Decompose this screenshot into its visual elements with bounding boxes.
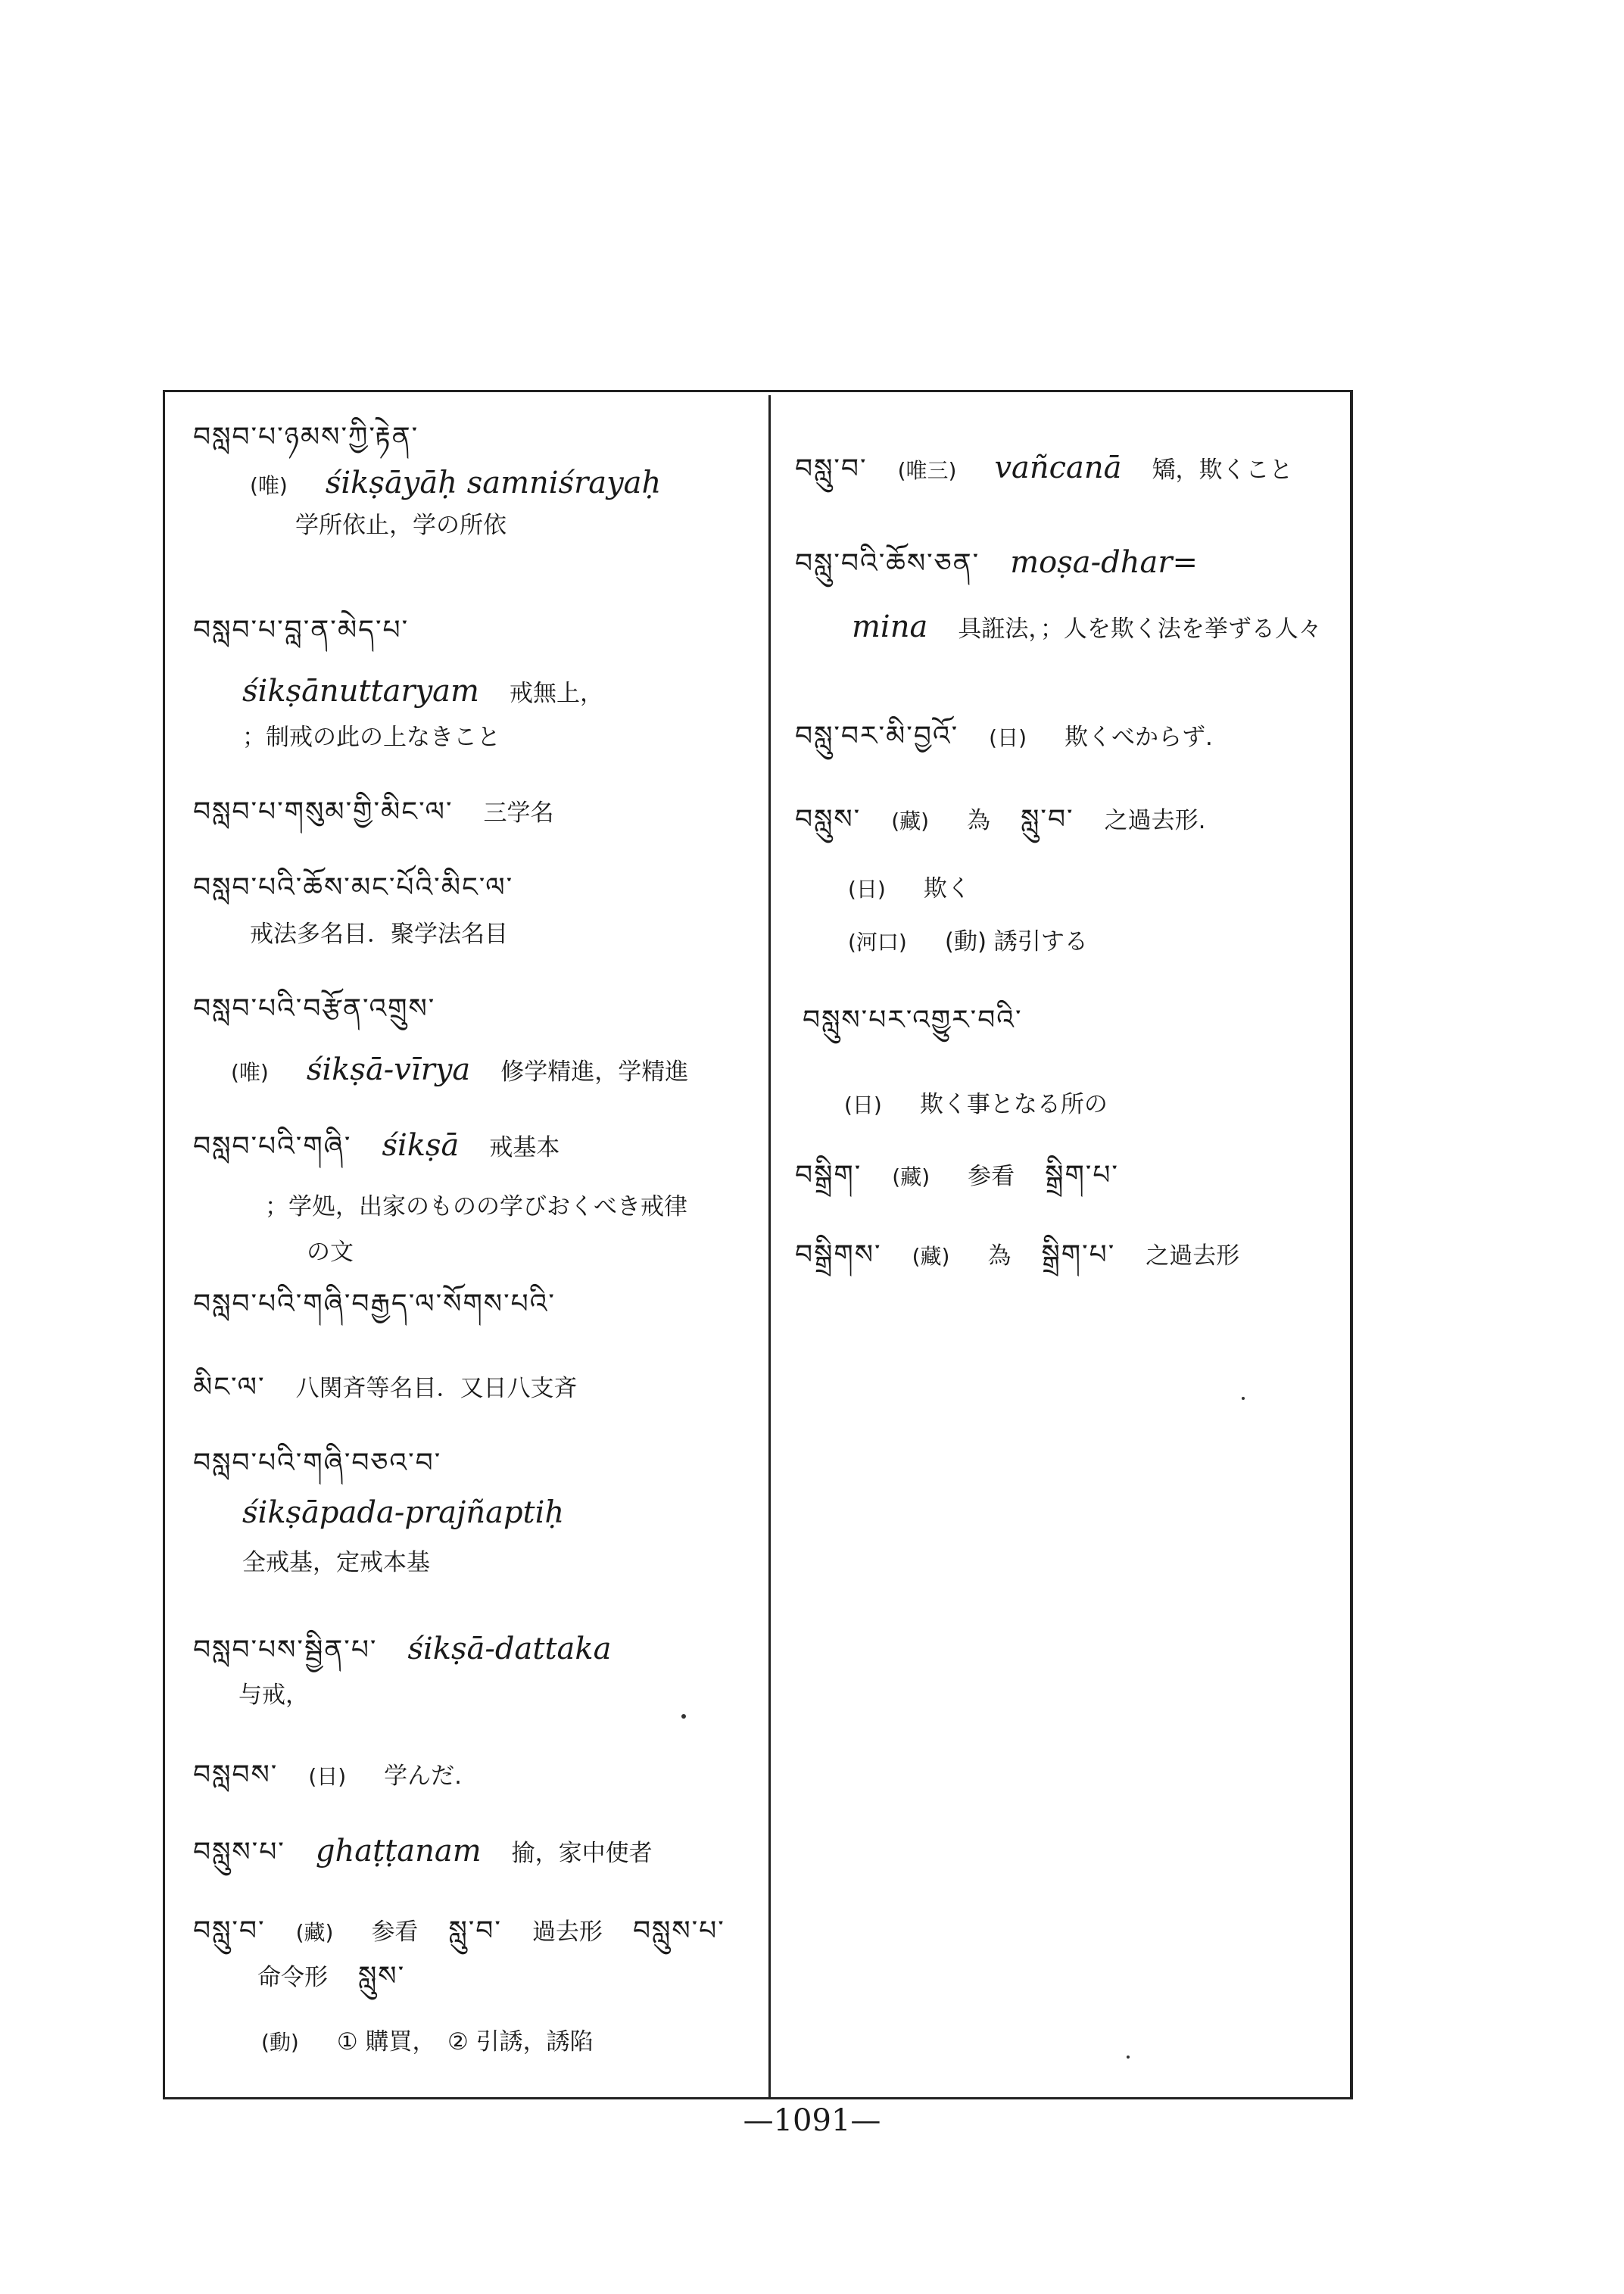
japanese-gloss: 学んだ. <box>384 1763 463 1790</box>
japanese-gloss: 過去形 <box>531 1918 603 1946</box>
page-number: —1091— <box>743 2103 881 2138</box>
tibetan-headword: བསྒྲིགས་ <box>795 1239 882 1270</box>
tibetan-headword: བསླུ་བ་ <box>795 454 868 485</box>
japanese-gloss: 修学精進，学精進 <box>500 1058 689 1086</box>
entry-line <box>242 719 500 755</box>
tibetan-headword: སླུ་བ་ <box>448 1915 502 1946</box>
japanese-gloss: 学所依止，学の所依 <box>295 512 507 539</box>
entry-line <box>261 2024 594 2060</box>
entry-line <box>193 795 554 831</box>
entry-line <box>795 545 1198 581</box>
entry-line <box>193 992 435 1027</box>
sanskrit-equivalent: ghaṭṭanam <box>315 1834 482 1869</box>
sanskrit-equivalent: vañcanā <box>994 450 1122 485</box>
entry-line <box>193 871 513 905</box>
sanskrit-equivalent: śikṣānuttaryam <box>242 674 479 709</box>
tibetan-headword: མིང་ལ་ <box>193 1372 266 1403</box>
tibetan-headword: སླུ་བ་ <box>1021 804 1074 835</box>
entry-line <box>193 1446 441 1481</box>
tibetan-headword: བསླུ་བར་མི་བྱའོ་ <box>795 721 959 752</box>
sanskrit-equivalent: moṣa-dhar= <box>1010 545 1198 580</box>
japanese-gloss: 八関斉等名目．又日八支斉 <box>295 1375 578 1402</box>
entry-line <box>193 1758 462 1794</box>
japanese-gloss: 為 <box>967 807 991 834</box>
japanese-gloss: 戒基本 <box>489 1134 560 1161</box>
japanese-gloss: (動) 誘引する <box>944 928 1088 955</box>
tibetan-headword: བསླུས་ <box>795 804 862 835</box>
source-tag: (日) <box>989 725 1027 750</box>
japanese-gloss: 与戒， <box>238 1682 309 1709</box>
tibetan-headword: བསླབ་པ་ཉམས་ཀྱི་རྟེན་ <box>193 422 419 453</box>
source-tag: (唯三) <box>897 458 957 483</box>
source-tag: (藏) <box>891 809 930 834</box>
japanese-gloss: 揄，家中使者 <box>511 1840 653 1867</box>
entry-line <box>852 609 1322 647</box>
japanese-gloss: 全戒基，定戒本基 <box>242 1549 430 1576</box>
entry-line <box>848 871 971 907</box>
japanese-gloss: ；制戒の此の上なきこと <box>242 724 500 751</box>
tibetan-headword: བསླབ་པའི་ཆོས་མང་པོའི་མིང་ལ་ <box>193 872 514 903</box>
source-tag: (日) <box>308 1764 347 1789</box>
tibetan-headword: བསླུ་བ་ <box>193 1915 266 1946</box>
source-tag: (唯) <box>231 1060 269 1085</box>
entry-line <box>795 1158 1119 1195</box>
entry-line <box>242 1495 564 1532</box>
entry-line <box>795 719 1213 756</box>
entry-line <box>795 450 1293 488</box>
entry-line <box>193 1128 560 1165</box>
source-tag: (河口) <box>848 930 907 955</box>
entry-line <box>250 466 661 503</box>
entry-line <box>193 1914 725 1950</box>
japanese-gloss: 之過去形. <box>1104 807 1206 834</box>
japanese-gloss: 矯，欺くこと <box>1152 457 1293 484</box>
ink-speck <box>1242 1397 1245 1400</box>
japanese-gloss: 戒法多名目．聚学法名目 <box>250 921 508 948</box>
sanskrit-equivalent: mina <box>852 609 928 644</box>
column-divider <box>768 395 771 2097</box>
entry-line <box>250 916 508 952</box>
source-tag: (藏) <box>295 1920 334 1945</box>
japanese-gloss: ；学処，出家のものの学びおくべき戒律 <box>265 1193 687 1220</box>
entry-line <box>193 1370 578 1406</box>
entry-line <box>257 1959 405 1995</box>
japanese-gloss: 三学名 <box>483 799 554 827</box>
ink-speck <box>681 1714 686 1719</box>
japanese-gloss: 之過去形 <box>1146 1242 1240 1270</box>
japanese-gloss: 欺くべからず. <box>1064 724 1213 751</box>
entry-line <box>242 1544 430 1580</box>
tibetan-headword: བསླུས་པ་ <box>632 1915 725 1946</box>
entry-line <box>231 1052 688 1090</box>
entry-line <box>193 1834 653 1871</box>
sanskrit-equivalent: śikṣā-vīrya <box>306 1052 471 1087</box>
sanskrit-equivalent: śikṣā <box>382 1128 460 1163</box>
tibetan-headword: བསླབ་པས་སྦྱིན་པ་ <box>193 1635 378 1666</box>
entry-line <box>193 420 419 455</box>
tibetan-headword: བསྒྲིག་ <box>795 1160 862 1191</box>
source-tag: (日) <box>844 1092 882 1117</box>
japanese-gloss: 参看 <box>968 1163 1015 1190</box>
source-tag: (日) <box>848 877 886 902</box>
japanese-gloss: 戒無上， <box>509 680 603 707</box>
japanese-gloss: の文 <box>307 1239 354 1266</box>
tibetan-headword: བསླབ་པའི་བརྩོན་འགྲུས་ <box>193 993 436 1024</box>
tibetan-headword: བསླབ་པའི་གཞི་བརྒྱད་ལ་སོགས་པའི་ <box>193 1289 556 1320</box>
source-tag: (唯) <box>250 473 288 498</box>
japanese-gloss: 欺く <box>923 875 971 902</box>
japanese-gloss: ① 購買， ② 引誘，誘陷 <box>336 2028 594 2056</box>
source-tag: (藏) <box>892 1164 930 1189</box>
tibetan-headword: སླུས་ <box>358 1961 406 1992</box>
entry-line <box>307 1234 354 1270</box>
source-tag: (藏) <box>912 1244 950 1269</box>
sanskrit-equivalent: śikṣāyāḥ samniśrayaḥ <box>325 466 662 500</box>
tibetan-headword: བསླུས་པ་ <box>193 1837 285 1868</box>
tibetan-headword: བསླབ་པ་གསུམ་གྱི་མིང་ལ་ <box>193 796 454 828</box>
tibetan-headword: སྒྲིག་པ་ <box>1041 1239 1116 1270</box>
entry-line <box>242 674 603 711</box>
japanese-gloss: 参看 <box>371 1918 419 1946</box>
entry-line <box>193 1287 556 1322</box>
sanskrit-equivalent: śikṣā-dattaka <box>407 1632 612 1666</box>
tibetan-headword: བསླུས་པར་འགྱུར་བའི་ <box>803 1005 1023 1036</box>
entry-line <box>803 1003 1023 1038</box>
japanese-gloss: 命令形 <box>257 1964 328 1991</box>
japanese-gloss: 具誑法，；人を欺く法を挙ずる人々 <box>958 616 1322 643</box>
entry-line <box>238 1677 309 1713</box>
tibetan-headword: བསླབས་ <box>193 1759 279 1791</box>
entry-line <box>295 507 507 543</box>
entry-line <box>193 613 409 648</box>
entry-line <box>795 1238 1239 1274</box>
tibetan-headword: བསླབ་པའི་གཞི་ <box>193 1131 352 1162</box>
entry-line <box>193 1632 611 1668</box>
japanese-gloss: 欺く事となる所の <box>919 1091 1108 1118</box>
sanskrit-equivalent: śikṣāpada-prajñaptiḥ <box>242 1495 565 1530</box>
japanese-gloss: 為 <box>987 1242 1011 1270</box>
tibetan-headword: བསླུ་བའི་ཆོས་ཅན་ <box>795 548 980 579</box>
entry-line <box>795 803 1205 839</box>
tibetan-headword: བསླབ་པ་བླ་ན་མེད་པ་ <box>193 615 410 646</box>
entry-line <box>848 924 1088 960</box>
entry-line <box>844 1086 1108 1123</box>
entry-line <box>265 1189 687 1224</box>
ink-speck <box>1127 2056 1130 2059</box>
source-tag: (動) <box>261 2030 299 2055</box>
tibetan-headword: སྒྲིག་པ་ <box>1045 1160 1119 1191</box>
tibetan-headword: བསླབ་པའི་གཞི་བཅའ་བ་ <box>193 1448 442 1479</box>
